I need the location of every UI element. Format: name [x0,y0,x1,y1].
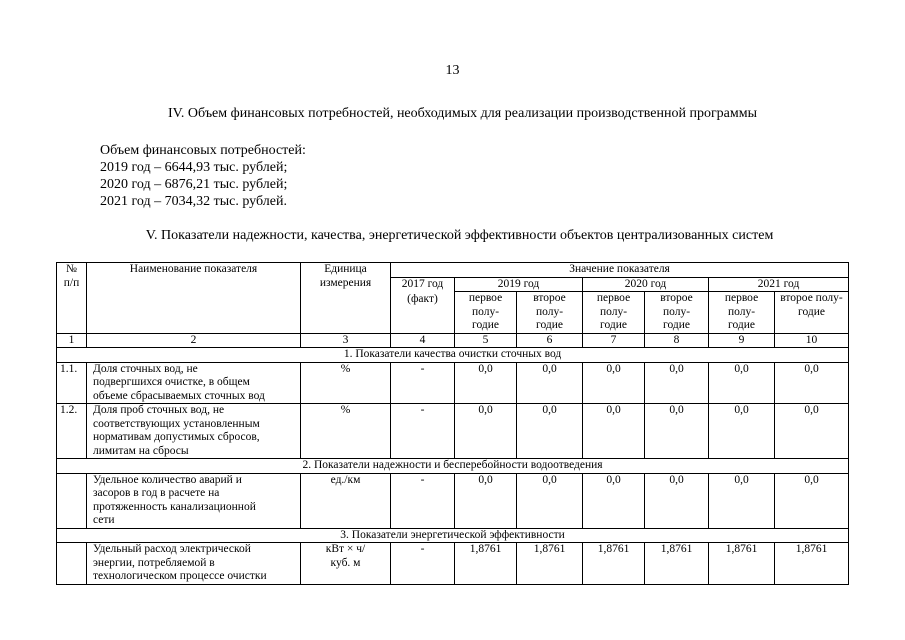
page-number: 13 [445,63,460,78]
row-value: 1,8761 [583,543,645,585]
half-line: годие [472,319,499,331]
half-line: первое [724,292,759,304]
table-row [57,362,849,404]
indicators-table [56,262,849,585]
row-value: 0,0 [775,404,849,459]
row-value: 1,8761 [455,543,517,585]
row-number [57,473,87,528]
row-value: 0,0 [583,404,645,459]
row-value: 0,0 [517,404,583,459]
header-half [583,292,645,334]
row-value: 0,0 [709,362,775,404]
row-unit-line: кВт × ч/ [325,543,366,555]
header-2020: 2020 год [583,277,709,292]
row-name-line: лимитам на сбросы [93,444,189,457]
header-2017-line: 2017 год [401,277,444,290]
header-row-1 [57,263,849,278]
row-value: 0,0 [455,362,517,404]
row-number: 1.2. [57,404,87,459]
row-fact-2017: - [391,473,455,528]
row-value: 0,0 [455,404,517,459]
row-unit [301,473,391,528]
row-value: 1,8761 [645,543,709,585]
row-fact-2017: - [391,543,455,585]
row-value: 0,0 [455,473,517,528]
row-unit-line: ед./км [330,473,361,486]
row-value: 0,0 [645,362,709,404]
row-value: 0,0 [775,473,849,528]
row-fact-2017: - [391,404,455,459]
row-unit [301,362,391,404]
half-line: годие [600,319,627,331]
row-name [87,362,301,404]
group-title: 1. Показатели качества очистки сточных вод [57,348,849,363]
row-value: 0,0 [517,362,583,404]
finance-line-2020: 2020 год – 6876,21 тыс. рублей; [100,177,288,192]
row-value: 0,0 [583,362,645,404]
section-5-title: V. Показатели надежности, качества, энергетической эффективности объектов централизованных систем [145,228,774,243]
section-4-title: IV. Объем финансовых потребностей, необходимых для реализации производственной программы [167,106,758,121]
row-name-line: соответствующих установленным [93,417,260,430]
header-half [517,292,583,334]
header-half [709,292,775,334]
half-line: полу- [662,305,691,318]
half-line: второе [533,292,566,304]
header-name: Наименование показателя [87,263,301,334]
half-line: годие [663,319,690,331]
row-name-line: нормативам допустимых сбросов, [93,431,260,443]
row-value: 1,8761 [775,543,849,585]
half-line: полу- [471,305,500,318]
header-2019: 2019 год [455,277,583,292]
column-number: 4 [391,333,455,348]
half-line: годие [536,319,563,331]
table-row [57,543,849,585]
row-value: 0,0 [645,404,709,459]
row-name [87,543,301,585]
row-fact-2017: - [391,362,455,404]
half-line: полу- [727,305,756,318]
header-value: Значение показателя [391,263,849,278]
row-value: 1,8761 [517,543,583,585]
row-name-line: Удельное количество аварий и [93,473,242,486]
finance-line-2019: 2019 год – 6644,93 тыс. рублей; [100,160,288,175]
half-line: полу- [599,305,628,318]
finance-heading: Объем финансовых потребностей: [100,143,306,158]
half-line: второе [660,292,693,304]
table-body [57,348,849,585]
header-unit-line: Единица [324,263,367,275]
header-2017-line: (факт) [407,293,438,305]
header-half [645,292,709,334]
row-value: 0,0 [645,473,709,528]
finance-block [100,142,306,210]
row-value: 1,8761 [709,543,775,585]
header-num-line: п/п [63,276,80,289]
group-title: 2. Показатели надежности и бесперебойности водоотведения [57,459,849,474]
group-title: 3. Показатели энергетической эффективности [57,528,849,543]
row-value: 0,0 [709,404,775,459]
row-unit [301,543,391,585]
table-row [57,404,849,459]
row-value: 0,0 [583,473,645,528]
group-header-row [57,528,849,543]
row-name-line: Удельный расход электрической [93,543,251,555]
row-name-line: энергии, потребляемой в [93,556,215,569]
half-line: годие [728,319,755,331]
row-name-line: технологическом процессе очистки [93,570,267,582]
header-half [455,292,517,334]
header-num [57,263,87,334]
half-line: полу- [535,305,564,318]
column-number: 1 [57,333,87,348]
column-number: 2 [87,333,301,348]
column-number: 7 [583,333,645,348]
header-unit [301,263,391,334]
row-unit-line: % [340,404,351,416]
row-unit-line: % [340,362,351,375]
group-header-row [57,348,849,363]
row-name-line: Доля сточных вод, не [93,362,198,375]
header-2021: 2021 год [709,277,849,292]
table-row [57,473,849,528]
finance-line-2021: 2021 год – 7034,32 тыс. рублей. [100,194,287,209]
column-number: 8 [645,333,709,348]
row-name-line: засоров в год в расчете на [93,487,220,499]
column-number: 10 [775,333,849,348]
row-unit [301,404,391,459]
row-name-line: сети [93,514,115,526]
column-number: 5 [455,333,517,348]
row-name [87,473,301,528]
row-number [57,543,87,585]
header-2017 [391,277,455,333]
group-header-row [57,459,849,474]
row-name-line: подвергшихся очистке, в общем [93,376,250,388]
row-number: 1.1. [57,362,87,404]
header-unit-line: измерения [319,276,372,289]
column-number: 6 [517,333,583,348]
column-number: 3 [301,333,391,348]
row-name-line: протяженность канализационной [93,500,256,513]
row-value: 0,0 [517,473,583,528]
row-name-line: Доля проб сточных вод, не [93,404,225,416]
column-number: 9 [709,333,775,348]
row-name [87,404,301,459]
row-name-line: объеме сбрасываемых сточных вод [93,389,265,402]
header-half: второе полу-годие [775,292,849,334]
half-line: первое [596,292,631,304]
row-unit-line: куб. м [330,556,361,569]
half-line: первое [468,292,503,304]
header-num-line: № [66,263,77,275]
row-value: 0,0 [709,473,775,528]
row-value: 0,0 [775,362,849,404]
column-number-row [57,333,849,348]
